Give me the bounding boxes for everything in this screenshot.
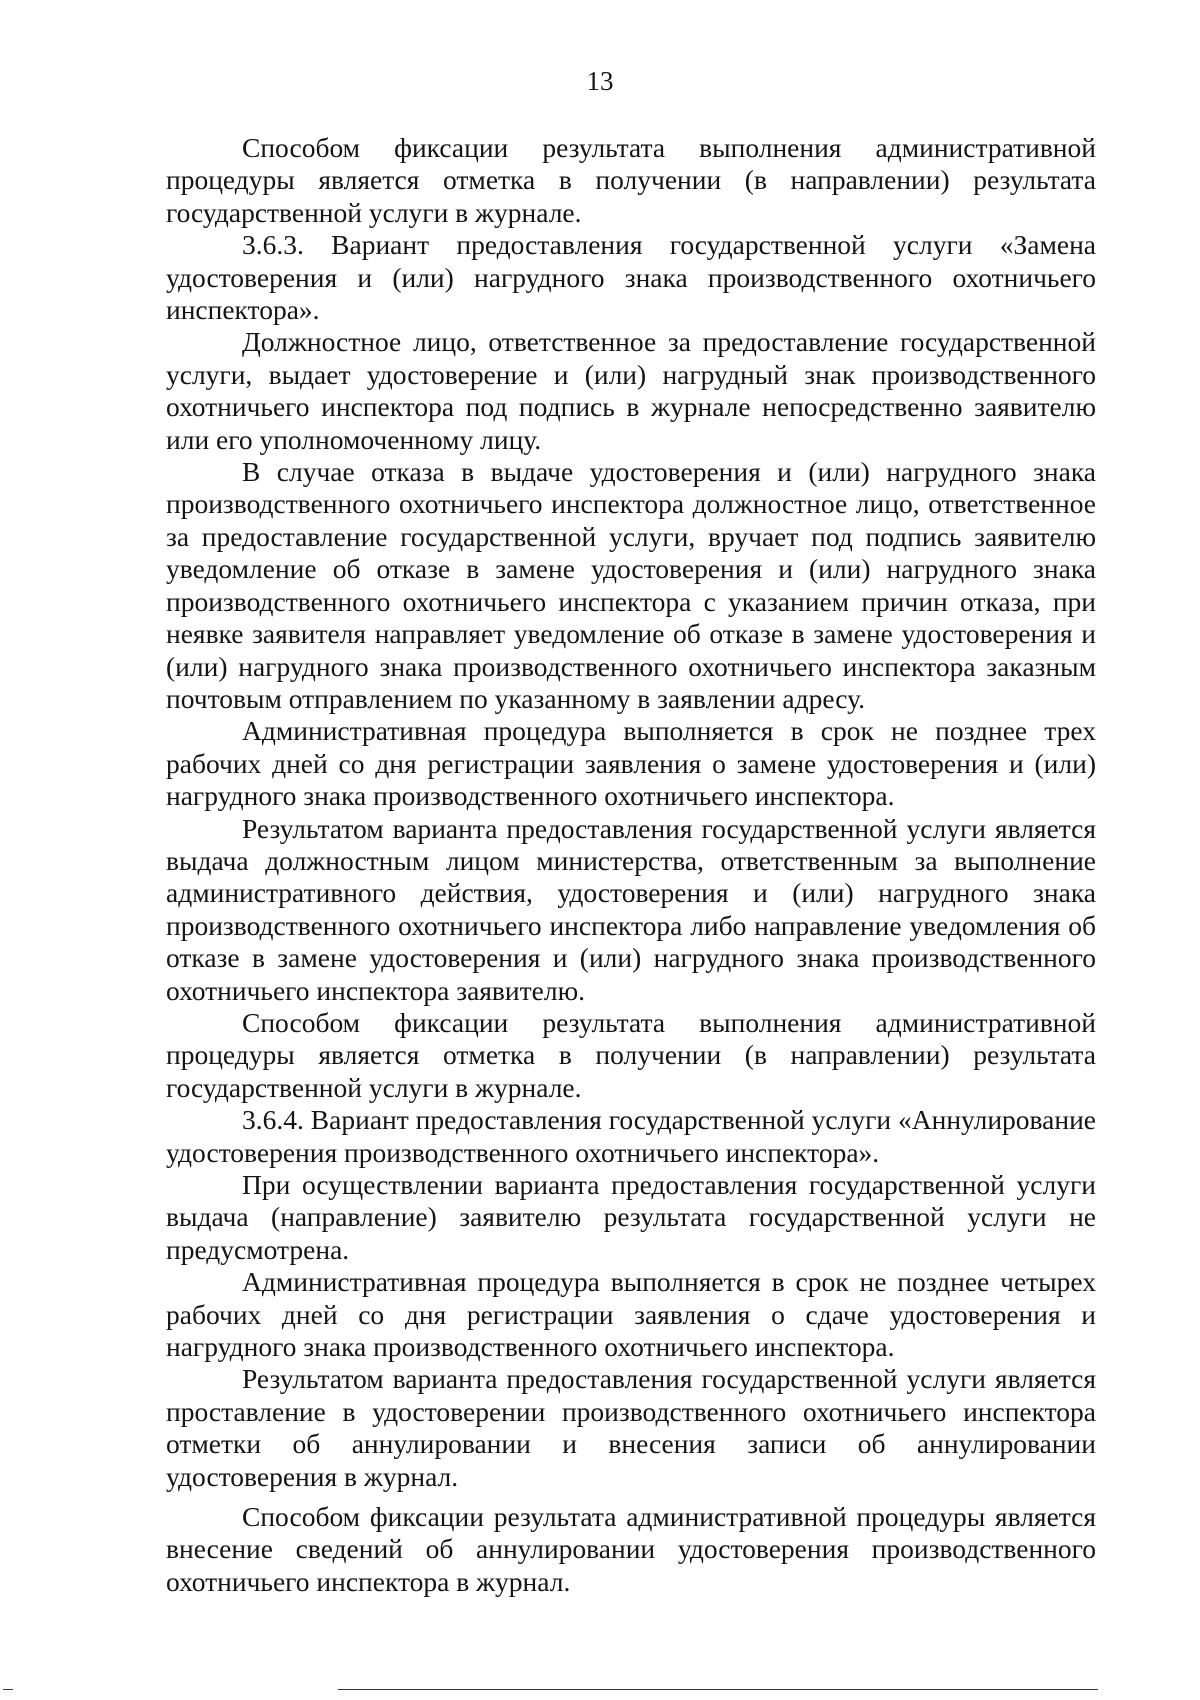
paragraph-fixation-result-2: Способом фиксации результата выполнения административной процедуры является отметка в получении (в направлении) результата государственной услуги в журнале. xyxy=(166,1006,1096,1103)
document-body xyxy=(166,132,1096,1598)
section-heading-3-6-3: 3.6.3. Вариант предоставления государственной услуги «Замена удостоверения и (или) нагрудного знака производственного охотничьего инспектора». xyxy=(166,229,1096,326)
page-number: 13 xyxy=(586,66,614,96)
paragraph-no-result-issuance: При осуществлении варианта предоставления государственной услуги выдача (направление) заявителю результата государственной услуги не предусмотрена. xyxy=(166,1169,1096,1265)
paragraph-fixation-result-1: Способом фиксации результата выполнения административной процедуры является отметка в получении (в направлении) результата государственной услуги в журнале. xyxy=(166,132,1096,228)
footer-rule xyxy=(338,1689,1098,1690)
paragraph-refusal: В случае отказа в выдаче удостоверения и (или) нагрудного знака производственного охотничьего инспектора должностное лицо, ответственное за предоставление государственной услуги, вручает под подпись заявителю уведомление об отказе в замене удостоверения и (или) нагрудного знака производственного охотничьего инспектора с указанием причин отказа, при неявке заявителя направляет уведомление об отказе в замене удостоверения и (или) нагрудного знака производственного охотничьего инспектора заказным почтовым отправлением по указанному в заявлении адресу. xyxy=(166,456,1096,714)
paragraph-deadline-four-days: Административная процедура выполняется в срок не позднее четырех рабочих дней со дня регистрации заявления о сдаче удостоверения и нагрудного знака производственного охотничьего инспектора. xyxy=(166,1266,1096,1363)
paragraph-issuance: Должностное лицо, ответственное за предоставление государственной услуги, выдает удостоверение и (или) нагрудный знак производственного охотничьего инспектора под подпись в журнале непосредственно заявителю или его уполномоченному лицу. xyxy=(166,326,1096,455)
paragraph-result-replacement: Результатом варианта предоставления государственной услуги является выдача должностным лицом министерства, ответственным за выполнение административного действия, удостоверения и (или) нагрудного знака производственного охотничьего инспектора либо направление уведомления об отказе в замене удостоверения и (или) нагрудного знака производственного охотничьего инспектора заявителю. xyxy=(166,812,1096,1006)
paragraph-fixation-annulment: Способом фиксации результата административной процедуры является внесение сведений об аннулировании удостоверения производственного охотничьего инспектора в журнал. xyxy=(166,1501,1096,1597)
edge-mark xyxy=(3,1689,13,1690)
paragraph-deadline-three-days: Административная процедура выполняется в срок не позднее трех рабочих дней со дня регистрации заявления о замене удостоверения и (или) нагрудного знака производственного охотничьего инспектора. xyxy=(166,715,1096,812)
paragraph-result-annulment: Результатом варианта предоставления государственной услуги является проставление в удостоверении производственного охотничьего инспектора отметки об аннулировании и внесения записи об аннулировании удостоверения в журнал. xyxy=(166,1363,1096,1492)
section-heading-3-6-4: 3.6.4. Вариант предоставления государственной услуги «Аннулирование удостоверения производственного охотничьего инспектора». xyxy=(166,1104,1096,1168)
